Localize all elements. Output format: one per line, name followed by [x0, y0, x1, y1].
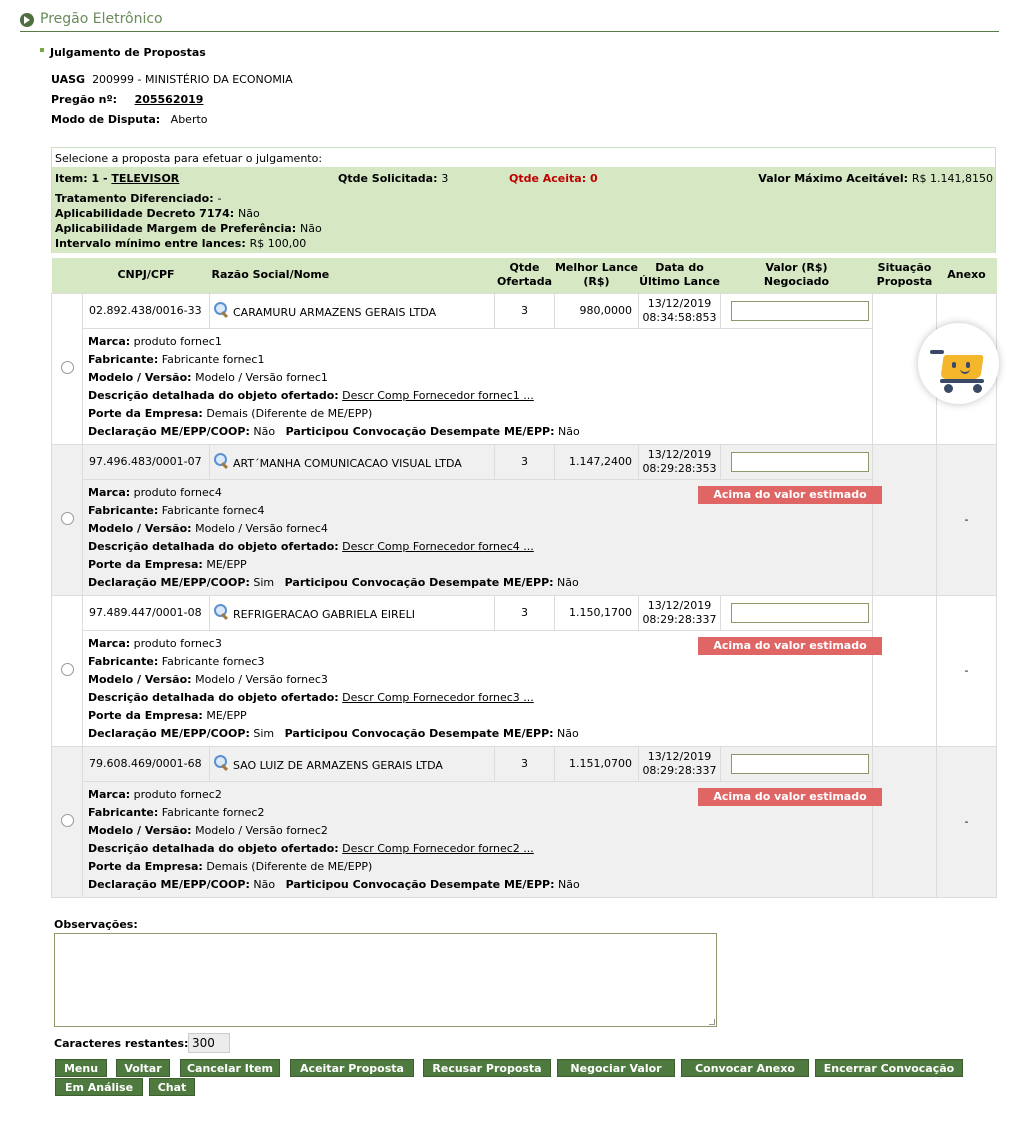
- modelo-label: Modelo / Versão:: [88, 823, 192, 837]
- razao-text: SAO LUIZ DE ARMAZENS GERAIS LTDA: [233, 759, 443, 772]
- descricao-line: [88, 689, 867, 707]
- valor-cell: [721, 444, 873, 479]
- header-razao: [210, 258, 495, 293]
- proposal-radio[interactable]: [61, 361, 74, 374]
- data-cell: [639, 293, 721, 328]
- participou-value: Não: [557, 424, 580, 438]
- table-header-row: [52, 258, 997, 293]
- marca-label: Marca:: [88, 636, 131, 650]
- cart-eye: [966, 362, 970, 368]
- descricao-line: [88, 387, 867, 405]
- anexo-cell: -: [937, 444, 997, 595]
- modelo-value: Modelo / Versão fornec3: [195, 672, 328, 686]
- cnpj-cell: 79.608.469/0001-68: [83, 746, 210, 781]
- caracteres-restantes: 300: [188, 1033, 230, 1053]
- table-detail-row: [52, 630, 997, 746]
- convocar-anexo-button[interactable]: Convocar Anexo: [681, 1059, 809, 1077]
- decreto-info: [55, 207, 260, 220]
- table-row: [52, 444, 997, 479]
- select-cell: [52, 746, 83, 897]
- cnpj-cell: 02.892.438/0016-33: [83, 293, 210, 328]
- header-situacao-line2: Proposta: [876, 275, 933, 289]
- razao-cell: [210, 746, 495, 781]
- header-lance-line1: Melhor Lance: [554, 261, 639, 275]
- fabricante-line: [88, 653, 867, 671]
- warning-badge: Acima do valor estimado: [698, 637, 882, 655]
- cart-base: [940, 379, 984, 383]
- lance-cell: 1.147,2400: [555, 444, 639, 479]
- qtde-solicitada-value: 3: [441, 172, 449, 185]
- razao-text: REFRIGERACAO GABRIELA EIRELI: [233, 608, 415, 621]
- magnifier-icon[interactable]: [213, 604, 229, 620]
- declaracao-line: [88, 876, 867, 894]
- table-row: [52, 746, 997, 781]
- tratamento-label: Tratamento Diferenciado:: [55, 192, 214, 205]
- lance-cell: 1.151,0700: [555, 746, 639, 781]
- declaracao-line: [88, 423, 867, 441]
- fabricante-line: [88, 502, 867, 520]
- data-time: 08:29:28:353: [642, 461, 717, 475]
- section-title-text: Julgamento de Propostas: [50, 46, 206, 59]
- detail-cell: [83, 328, 873, 444]
- data-time: 08:29:28:337: [642, 612, 717, 626]
- data-cell: [639, 746, 721, 781]
- negociar-valor-button[interactable]: Negociar Valor: [557, 1059, 675, 1077]
- marca-line: [88, 333, 867, 351]
- porte-line: [88, 405, 867, 423]
- header-razao-text: Razão Social/Nome: [211, 268, 330, 282]
- data-date: 13/12/2019: [647, 447, 712, 461]
- encerrar-convocacao-button[interactable]: Encerrar Convocação: [815, 1059, 963, 1077]
- situacao-cell: [873, 746, 937, 897]
- modelo-label: Modelo / Versão:: [88, 672, 192, 686]
- warning-badge: Acima do valor estimado: [698, 486, 882, 504]
- detail-cell: [83, 781, 873, 897]
- porte-line: [88, 707, 867, 725]
- modelo-value: Modelo / Versão fornec1: [195, 370, 328, 384]
- valor-cell: [721, 746, 873, 781]
- declaracao-line: [88, 574, 867, 592]
- valor-negociado-input[interactable]: [731, 301, 869, 321]
- select-cell: [52, 595, 83, 746]
- porte-label: Porte da Empresa:: [88, 406, 203, 420]
- participou-value: Não: [557, 877, 580, 891]
- valor-negociado-input[interactable]: [731, 754, 869, 774]
- modo-label: Modo de Disputa:: [51, 113, 161, 126]
- pregao-link[interactable]: 205562019: [134, 93, 204, 106]
- descricao-label: Descrição detalhada do objeto ofertado:: [88, 539, 339, 553]
- tratamento-value: -: [217, 192, 222, 205]
- shopping-cart-icon[interactable]: [918, 323, 999, 404]
- decreto-label: Aplicabilidade Decreto 7174:: [55, 207, 235, 220]
- marca-value: produto fornec4: [133, 485, 222, 499]
- decreto-value: Não: [238, 207, 260, 220]
- data-date: 13/12/2019: [647, 598, 712, 612]
- fabricante-label: Fabricante:: [88, 805, 159, 819]
- table-detail-row: [52, 781, 997, 897]
- intervalo-label: Intervalo mínimo entre lances:: [55, 237, 246, 250]
- proposals-table: [51, 258, 997, 898]
- table-detail-row: [52, 479, 997, 595]
- descricao-line: [88, 840, 867, 858]
- fabricante-value: Fabricante fornec1: [161, 352, 265, 366]
- magnifier-icon[interactable]: [213, 453, 229, 469]
- qtde-solicitada-label: Qtde Solicitada:: [338, 172, 438, 185]
- declaracao-value: Não: [253, 424, 276, 438]
- descricao-link[interactable]: Descr Comp Fornecedor fornec1 ...: [342, 388, 534, 402]
- header-data-line1: Data do: [655, 261, 704, 275]
- header-situacao: [873, 258, 937, 293]
- header-qtde-line1: Qtde: [509, 261, 540, 275]
- select-cell: [52, 444, 83, 595]
- porte-value: Demais (Diferente de ME/EPP): [206, 406, 373, 420]
- cart-wheel: [973, 384, 982, 393]
- porte-label: Porte da Empresa:: [88, 859, 203, 873]
- porte-value: Demais (Diferente de ME/EPP): [206, 859, 373, 873]
- uasg-label: UASG: [51, 73, 86, 86]
- header-cnpj: CNPJ/CPF: [83, 258, 210, 293]
- declaracao-value: Não: [253, 877, 276, 891]
- razao-cell: [210, 293, 495, 328]
- lance-cell: 980,0000: [555, 293, 639, 328]
- cart-wheel: [944, 384, 953, 393]
- valor-cell: [721, 595, 873, 630]
- cancelar-item-button[interactable]: Cancelar Item: [180, 1059, 280, 1077]
- modelo-label: Modelo / Versão:: [88, 370, 192, 384]
- resize-handle-icon[interactable]: [709, 1019, 715, 1025]
- participou-label: Participou Convocação Desempate ME/EPP:: [284, 575, 554, 589]
- table-detail-row: [52, 328, 997, 444]
- fabricante-line: [88, 804, 867, 822]
- item-link[interactable]: TELEVISOR: [111, 172, 180, 185]
- table-row: [52, 595, 997, 630]
- participou-label: Participou Convocação Desempate ME/EPP:: [284, 726, 554, 740]
- page-title: Pregão Eletrônico: [40, 11, 163, 27]
- data-date: 13/12/2019: [647, 296, 712, 310]
- header-anexo: Anexo: [937, 258, 997, 293]
- situacao-cell: [873, 444, 937, 595]
- porte-label: Porte da Empresa:: [88, 557, 203, 571]
- header-qtde-line2: Ofertada: [497, 275, 552, 289]
- tratamento-info: [55, 192, 221, 205]
- valor-negociado-input[interactable]: [731, 452, 869, 472]
- observacoes-label: Observações:: [54, 918, 138, 931]
- marca-value: produto fornec1: [133, 334, 222, 348]
- razao-cell: [210, 595, 495, 630]
- margem-value: Não: [299, 222, 322, 235]
- header-data-line2: Último Lance: [639, 275, 720, 289]
- cart-handle: [930, 350, 944, 354]
- modelo-line: [88, 822, 867, 840]
- valor-maximo-label: Valor Máximo Aceitável:: [758, 172, 909, 185]
- valor-negociado-input[interactable]: [731, 603, 869, 623]
- marca-value: produto fornec3: [133, 636, 222, 650]
- fabricante-line: [88, 351, 867, 369]
- header-lance: [555, 258, 639, 293]
- anexo-cell: -: [937, 746, 997, 897]
- cnpj-cell: 97.489.447/0001-08: [83, 595, 210, 630]
- data-time: 08:34:58:853: [642, 310, 717, 324]
- magnifier-icon[interactable]: [213, 755, 229, 771]
- item-title: [55, 172, 179, 185]
- cnpj-cell: 97.496.483/0001-07: [83, 444, 210, 479]
- qtde-cell: 3: [495, 595, 555, 630]
- marca-label: Marca:: [88, 334, 131, 348]
- proposal-radio[interactable]: [61, 512, 74, 525]
- data-cell: [639, 444, 721, 479]
- valor-maximo: [758, 172, 993, 185]
- porte-value: ME/EPP: [206, 557, 247, 571]
- selection-caption: Selecione a proposta para efetuar o julgamento:: [55, 152, 323, 165]
- selection-panel: [51, 147, 996, 253]
- descricao-link[interactable]: Descr Comp Fornecedor fornec3 ...: [342, 690, 534, 704]
- uasg-value: 200999 - MINISTÉRIO DA ECONOMIA: [92, 73, 293, 86]
- declaracao-label: Declaração ME/EPP/COOP:: [88, 726, 250, 740]
- valor-cell: [721, 293, 873, 328]
- declaracao-label: Declaração ME/EPP/COOP:: [88, 877, 250, 891]
- detail-cell: [83, 479, 873, 595]
- modelo-line: [88, 520, 867, 538]
- aceitar-proposta-button[interactable]: Aceitar Proposta: [290, 1059, 414, 1077]
- cart-eye: [952, 362, 956, 368]
- chat-button[interactable]: Chat: [149, 1078, 195, 1096]
- header-data: [639, 258, 721, 293]
- situacao-cell: [873, 595, 937, 746]
- fabricante-value: Fabricante fornec2: [161, 805, 265, 819]
- qtde-aceita: Qtde Aceita: 0: [509, 172, 598, 185]
- valor-maximo-value: R$ 1.141,8150: [911, 172, 993, 185]
- fabricante-value: Fabricante fornec4: [161, 503, 265, 517]
- descricao-label: Descrição detalhada do objeto ofertado:: [88, 841, 339, 855]
- header-lance-line2: (R$): [583, 275, 610, 289]
- fabricante-label: Fabricante:: [88, 503, 159, 517]
- qtde-cell: 3: [495, 293, 555, 328]
- declaracao-value: Sim: [253, 726, 275, 740]
- modo-info: [51, 113, 208, 126]
- modelo-value: Modelo / Versão fornec2: [195, 823, 328, 837]
- pregao-info: [51, 93, 203, 106]
- modelo-line: [88, 671, 867, 689]
- lance-cell: 1.150,1700: [555, 595, 639, 630]
- razao-text: ART´MANHA COMUNICACAO VISUAL LTDA: [233, 457, 462, 470]
- data-time: 08:29:28:337: [642, 763, 717, 777]
- participou-value: Não: [557, 726, 579, 740]
- pregao-label: Pregão nº:: [51, 93, 118, 106]
- marca-label: Marca:: [88, 787, 131, 801]
- declaracao-line: [88, 725, 867, 743]
- modo-value: Aberto: [170, 113, 208, 126]
- descricao-link[interactable]: Descr Comp Fornecedor fornec4 ...: [342, 539, 534, 553]
- descricao-link[interactable]: Descr Comp Fornecedor fornec2 ...: [342, 841, 534, 855]
- modelo-line: [88, 369, 867, 387]
- page-header: [20, 10, 999, 32]
- caracteres-label: Caracteres restantes:: [54, 1037, 189, 1050]
- porte-line: [88, 556, 867, 574]
- descricao-label: Descrição detalhada do objeto ofertado:: [88, 690, 339, 704]
- fabricante-value: Fabricante fornec3: [161, 654, 265, 668]
- header-valor-line2: Negociado: [763, 275, 830, 289]
- header-valor-line1: Valor (R$): [765, 261, 828, 275]
- modelo-value: Modelo / Versão fornec4: [195, 521, 328, 535]
- table-row: [52, 293, 997, 328]
- razao-cell: [210, 444, 495, 479]
- porte-label: Porte da Empresa:: [88, 708, 203, 722]
- margem-info: [55, 222, 322, 235]
- item-summary: [52, 167, 995, 253]
- bullet-icon: [40, 48, 44, 52]
- porte-value: ME/EPP: [206, 708, 247, 722]
- header-valor: [721, 258, 873, 293]
- participou-value: Não: [557, 575, 579, 589]
- qtde-cell: 3: [495, 746, 555, 781]
- section-title: [40, 46, 206, 59]
- declaracao-label: Declaração ME/EPP/COOP:: [88, 575, 250, 589]
- participou-label: Participou Convocação Desempate ME/EPP:: [285, 877, 555, 891]
- porte-line: [88, 858, 867, 876]
- uasg-info: [51, 73, 293, 86]
- marca-label: Marca:: [88, 485, 131, 499]
- modelo-label: Modelo / Versão:: [88, 521, 192, 535]
- intervalo-info: [55, 237, 306, 250]
- select-cell: [52, 293, 83, 444]
- header-select: [52, 258, 83, 293]
- cart-body: [940, 355, 983, 379]
- header-situacao-line1: Situação: [877, 261, 932, 275]
- declaracao-label: Declaração ME/EPP/COOP:: [88, 424, 250, 438]
- declaracao-value: Sim: [253, 575, 275, 589]
- fabricante-label: Fabricante:: [88, 654, 159, 668]
- menu-button[interactable]: Menu: [55, 1059, 107, 1077]
- fabricante-label: Fabricante:: [88, 352, 159, 366]
- arrow-right-icon: [20, 13, 34, 27]
- qtde-cell: 3: [495, 444, 555, 479]
- descricao-line: [88, 538, 867, 556]
- header-qtde: [495, 258, 555, 293]
- magnifier-icon[interactable]: [213, 302, 229, 318]
- qtde-solicitada: [338, 172, 448, 185]
- participou-label: Participou Convocação Desempate ME/EPP:: [285, 424, 555, 438]
- proposal-radio[interactable]: [61, 663, 74, 676]
- marca-value: produto fornec2: [133, 787, 222, 801]
- em-analise-button[interactable]: Em Análise: [55, 1078, 143, 1096]
- descricao-label: Descrição detalhada do objeto ofertado:: [88, 388, 339, 402]
- margem-label: Aplicabilidade Margem de Preferência:: [55, 222, 297, 235]
- razao-text: CARAMURU ARMAZENS GERAIS LTDA: [233, 306, 437, 319]
- data-date: 13/12/2019: [647, 749, 712, 763]
- voltar-button[interactable]: Voltar: [116, 1059, 170, 1077]
- anexo-cell: -: [937, 595, 997, 746]
- item-label: Item: 1 -: [55, 172, 112, 185]
- proposal-radio[interactable]: [61, 814, 74, 827]
- detail-cell: [83, 630, 873, 746]
- recusar-proposta-button[interactable]: Recusar Proposta: [423, 1059, 551, 1077]
- observacoes-textarea[interactable]: [54, 933, 717, 1027]
- data-cell: [639, 595, 721, 630]
- intervalo-value: R$ 100,00: [249, 237, 307, 250]
- warning-badge: Acima do valor estimado: [698, 788, 882, 806]
